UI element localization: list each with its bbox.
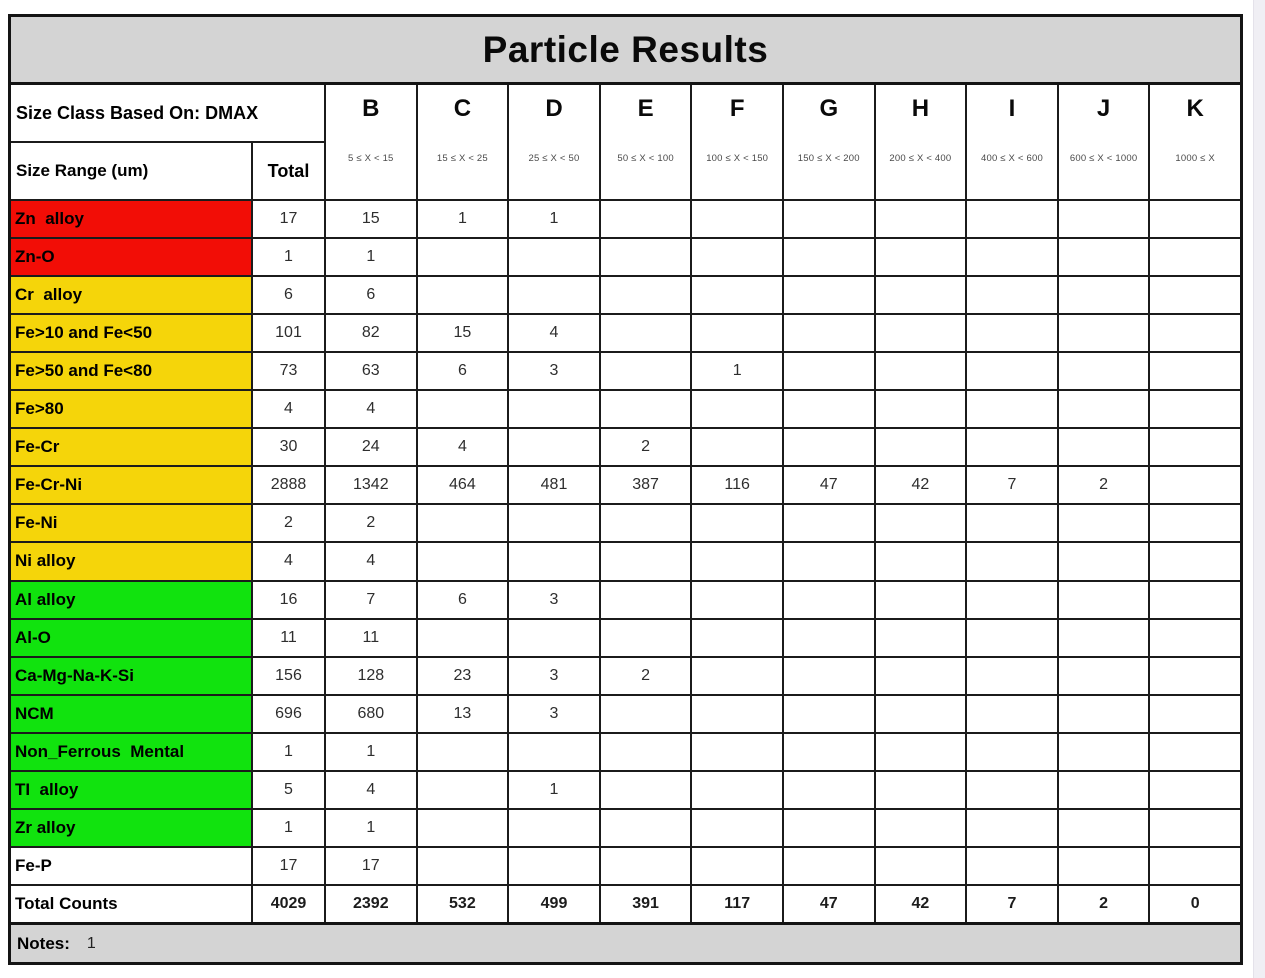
value-cell [876, 696, 966, 732]
total-value-cell: 4029 [253, 886, 324, 922]
value-cell: 2 [1059, 467, 1149, 503]
total-column-header: Total [253, 143, 324, 199]
value-cell: 1 [253, 810, 324, 846]
value-cell [1150, 772, 1240, 808]
value-cell [784, 658, 874, 694]
value-cell [1150, 810, 1240, 846]
particle-results-report [8, 14, 1243, 965]
value-cell [784, 543, 874, 579]
value-cell [509, 391, 599, 427]
value-cell: 82 [326, 315, 416, 351]
value-cell: 3 [509, 582, 599, 618]
value-cell [1150, 467, 1240, 503]
value-cell [418, 810, 508, 846]
row-label: Fe-Cr-Ni [11, 467, 251, 503]
value-cell [967, 277, 1057, 313]
value-cell [601, 391, 691, 427]
row-label: TI alloy [11, 772, 251, 808]
value-cell: 16 [253, 582, 324, 618]
value-cell [692, 620, 782, 656]
row-label: Ni alloy [11, 543, 251, 579]
value-cell: 13 [418, 696, 508, 732]
value-cell [967, 543, 1057, 579]
value-cell [876, 772, 966, 808]
column-header-B [326, 85, 416, 199]
value-cell [1059, 658, 1149, 694]
value-cell: 6 [253, 277, 324, 313]
value-cell [601, 201, 691, 237]
total-value-cell: 42 [876, 886, 966, 922]
value-cell [876, 429, 966, 465]
value-cell [692, 277, 782, 313]
value-cell: 464 [418, 467, 508, 503]
value-cell [1059, 315, 1149, 351]
value-cell [784, 315, 874, 351]
value-cell: 2 [326, 505, 416, 541]
value-cell [876, 353, 966, 389]
value-cell: 4 [253, 543, 324, 579]
value-cell [418, 277, 508, 313]
value-cell [1150, 734, 1240, 770]
value-cell [967, 582, 1057, 618]
value-cell [692, 201, 782, 237]
value-cell: 1 [692, 353, 782, 389]
column-size-range: 200 ≤ X < 400 [889, 153, 952, 164]
value-cell: 481 [509, 467, 599, 503]
value-cell [509, 543, 599, 579]
value-cell [1150, 391, 1240, 427]
row-label: Zn-O [11, 239, 251, 275]
notes-label: Notes: [17, 933, 70, 953]
value-cell [1059, 391, 1149, 427]
value-cell: 1 [253, 734, 324, 770]
value-cell: 17 [326, 848, 416, 884]
column-size-range: 150 ≤ X < 200 [797, 153, 860, 164]
column-size-range: 600 ≤ X < 1000 [1069, 153, 1138, 164]
value-cell [1150, 848, 1240, 884]
value-cell: 1 [326, 810, 416, 846]
value-cell [1150, 696, 1240, 732]
value-cell [692, 810, 782, 846]
value-cell [876, 391, 966, 427]
total-value-cell: 2 [1059, 886, 1149, 922]
value-cell [601, 505, 691, 541]
value-cell: 156 [253, 658, 324, 694]
row-label: NCM [11, 696, 251, 732]
size-class-header: Size Class Based On: DMAX [11, 85, 324, 141]
value-cell [1059, 429, 1149, 465]
column-letter: I [1008, 95, 1016, 122]
row-label: Zr alloy [11, 810, 251, 846]
value-cell [876, 201, 966, 237]
value-cell [509, 505, 599, 541]
value-cell [418, 734, 508, 770]
value-cell [1059, 505, 1149, 541]
value-cell [509, 620, 599, 656]
value-cell: 15 [418, 315, 508, 351]
column-header-E [601, 85, 691, 199]
row-label: Non_Ferrous Mental [11, 734, 251, 770]
value-cell [784, 239, 874, 275]
value-cell: 11 [253, 620, 324, 656]
value-cell: 2 [253, 505, 324, 541]
column-size-range: 15 ≤ X < 25 [436, 153, 488, 164]
row-label: Fe>80 [11, 391, 251, 427]
value-cell: 4 [253, 391, 324, 427]
value-cell [1059, 848, 1149, 884]
column-letter: K [1186, 95, 1204, 122]
column-letter: G [819, 95, 839, 122]
column-letter: D [545, 95, 563, 122]
value-cell: 5 [253, 772, 324, 808]
notes-bar [11, 922, 1240, 962]
value-cell [692, 582, 782, 618]
value-cell [601, 315, 691, 351]
row-label: Fe-P [11, 848, 251, 884]
value-cell: 128 [326, 658, 416, 694]
row-label: Fe-Ni [11, 505, 251, 541]
value-cell [1059, 201, 1149, 237]
value-cell [967, 315, 1057, 351]
value-cell: 3 [509, 353, 599, 389]
row-label: Al alloy [11, 582, 251, 618]
value-cell: 1 [326, 734, 416, 770]
value-cell [876, 734, 966, 770]
size-range-header: Size Range (um) [11, 143, 251, 199]
column-header-K [1150, 85, 1240, 199]
column-size-range: 100 ≤ X < 150 [706, 153, 769, 164]
value-cell [1150, 239, 1240, 275]
value-cell [1150, 620, 1240, 656]
value-cell [967, 239, 1057, 275]
value-cell [1150, 315, 1240, 351]
value-cell: 1 [509, 772, 599, 808]
value-cell [967, 810, 1057, 846]
value-cell [418, 391, 508, 427]
value-cell: 2 [601, 429, 691, 465]
value-cell [509, 239, 599, 275]
value-cell: 4 [509, 315, 599, 351]
total-value-cell: 7 [967, 886, 1057, 922]
value-cell [1059, 582, 1149, 618]
value-cell [601, 239, 691, 275]
column-header-G [784, 85, 874, 199]
value-cell [876, 543, 966, 579]
value-cell [967, 772, 1057, 808]
total-value-cell: 117 [692, 886, 782, 922]
value-cell [876, 848, 966, 884]
value-cell [509, 810, 599, 846]
value-cell [601, 582, 691, 618]
value-cell [1150, 429, 1240, 465]
value-cell: 101 [253, 315, 324, 351]
value-cell [692, 696, 782, 732]
value-cell [784, 353, 874, 389]
value-cell [692, 315, 782, 351]
value-cell [967, 734, 1057, 770]
total-value-cell: 391 [601, 886, 691, 922]
column-size-range: 25 ≤ X < 50 [528, 153, 580, 164]
value-cell [601, 772, 691, 808]
total-value-cell: 2392 [326, 886, 416, 922]
column-header-H [876, 85, 966, 199]
value-cell [1150, 505, 1240, 541]
value-cell [784, 772, 874, 808]
value-cell [509, 429, 599, 465]
value-cell: 15 [326, 201, 416, 237]
value-cell [1150, 277, 1240, 313]
value-cell [601, 620, 691, 656]
value-cell [1059, 620, 1149, 656]
row-label: Cr alloy [11, 277, 251, 313]
value-cell [601, 696, 691, 732]
value-cell [692, 543, 782, 579]
value-cell: 30 [253, 429, 324, 465]
value-cell: 1342 [326, 467, 416, 503]
value-cell [784, 391, 874, 427]
value-cell [784, 734, 874, 770]
total-value-cell: 0 [1150, 886, 1240, 922]
value-cell: 17 [253, 848, 324, 884]
value-cell [784, 505, 874, 541]
value-cell [601, 734, 691, 770]
value-cell: 3 [509, 658, 599, 694]
total-value-cell: 47 [784, 886, 874, 922]
value-cell [967, 201, 1057, 237]
value-cell: 4 [326, 391, 416, 427]
column-letter: H [911, 95, 930, 122]
value-cell: 1 [418, 201, 508, 237]
value-cell: 2 [601, 658, 691, 694]
value-cell [967, 353, 1057, 389]
value-cell [1059, 353, 1149, 389]
value-cell [1150, 582, 1240, 618]
value-cell [1059, 277, 1149, 313]
value-cell [784, 582, 874, 618]
column-letter: F [729, 95, 745, 122]
value-cell: 1 [253, 239, 324, 275]
total-value-cell: 499 [509, 886, 599, 922]
row-label: Fe>50 and Fe<80 [11, 353, 251, 389]
value-cell [509, 277, 599, 313]
value-cell [1150, 658, 1240, 694]
value-cell [1059, 734, 1149, 770]
column-size-range: 1000 ≤ X [1175, 153, 1215, 164]
total-counts-label: Total Counts [11, 886, 251, 922]
value-cell: 47 [784, 467, 874, 503]
notes-value: 1 [86, 934, 96, 952]
value-cell [1059, 543, 1149, 579]
value-cell [1150, 543, 1240, 579]
value-cell [967, 620, 1057, 656]
results-grid [11, 85, 1240, 922]
value-cell: 63 [326, 353, 416, 389]
row-label: Ca-Mg-Na-K-Si [11, 658, 251, 694]
value-cell: 6 [418, 353, 508, 389]
value-cell [784, 277, 874, 313]
value-cell [692, 429, 782, 465]
value-cell [967, 391, 1057, 427]
value-cell [601, 353, 691, 389]
scrollbar-track[interactable] [1253, 0, 1265, 978]
value-cell [418, 543, 508, 579]
column-header-J [1059, 85, 1149, 199]
value-cell [601, 848, 691, 884]
value-cell: 7 [326, 582, 416, 618]
value-cell: 7 [967, 467, 1057, 503]
value-cell [1059, 696, 1149, 732]
value-cell [692, 658, 782, 694]
row-label: Fe-Cr [11, 429, 251, 465]
value-cell [784, 810, 874, 846]
value-cell [1059, 810, 1149, 846]
value-cell: 116 [692, 467, 782, 503]
column-letter: E [637, 95, 654, 122]
value-cell [967, 658, 1057, 694]
report-title: Particle Results [482, 28, 769, 70]
value-cell: 6 [326, 277, 416, 313]
value-cell [418, 848, 508, 884]
value-cell [1150, 201, 1240, 237]
value-cell: 17 [253, 201, 324, 237]
row-label: Fe>10 and Fe<50 [11, 315, 251, 351]
column-header-I [967, 85, 1057, 199]
value-cell: 3 [509, 696, 599, 732]
column-size-range: 50 ≤ X < 100 [617, 153, 674, 164]
value-cell: 6 [418, 582, 508, 618]
value-cell: 680 [326, 696, 416, 732]
value-cell [876, 620, 966, 656]
column-header-D [509, 85, 599, 199]
value-cell [967, 505, 1057, 541]
value-cell [1059, 772, 1149, 808]
column-letter: C [453, 95, 472, 122]
value-cell: 696 [253, 696, 324, 732]
value-cell: 1 [326, 239, 416, 275]
column-size-range: 400 ≤ X < 600 [981, 153, 1043, 164]
value-cell [784, 620, 874, 656]
value-cell [876, 315, 966, 351]
value-cell [784, 848, 874, 884]
value-cell [967, 429, 1057, 465]
value-cell: 23 [418, 658, 508, 694]
column-size-range: 5 ≤ X < 15 [348, 153, 394, 164]
value-cell [418, 772, 508, 808]
value-cell [601, 277, 691, 313]
value-cell: 1 [509, 201, 599, 237]
value-cell: 24 [326, 429, 416, 465]
value-cell [876, 658, 966, 694]
value-cell: 2888 [253, 467, 324, 503]
column-header-F [692, 85, 782, 199]
value-cell: 11 [326, 620, 416, 656]
value-cell [509, 848, 599, 884]
value-cell: 4 [326, 772, 416, 808]
value-cell [876, 277, 966, 313]
value-cell [876, 239, 966, 275]
value-cell [418, 239, 508, 275]
value-cell: 387 [601, 467, 691, 503]
value-cell [601, 543, 691, 579]
value-cell [784, 201, 874, 237]
value-cell [509, 734, 599, 770]
column-header-C [418, 85, 508, 199]
value-cell [1059, 239, 1149, 275]
value-cell [692, 848, 782, 884]
value-cell [692, 391, 782, 427]
column-letter: J [1096, 95, 1111, 122]
value-cell: 73 [253, 353, 324, 389]
value-cell: 4 [418, 429, 508, 465]
value-cell: 42 [876, 467, 966, 503]
value-cell: 4 [326, 543, 416, 579]
value-cell [876, 810, 966, 846]
value-cell [692, 734, 782, 770]
value-cell [1150, 353, 1240, 389]
value-cell [418, 620, 508, 656]
column-letter: B [362, 95, 380, 122]
value-cell [692, 505, 782, 541]
value-cell [967, 848, 1057, 884]
value-cell [784, 696, 874, 732]
report-title-bar [11, 17, 1240, 85]
value-cell [784, 429, 874, 465]
value-cell [876, 505, 966, 541]
value-cell [692, 239, 782, 275]
total-value-cell: 532 [418, 886, 508, 922]
row-label: Zn alloy [11, 201, 251, 237]
value-cell [876, 582, 966, 618]
row-label: Al-O [11, 620, 251, 656]
value-cell [601, 810, 691, 846]
value-cell [967, 696, 1057, 732]
value-cell [692, 772, 782, 808]
value-cell [418, 505, 508, 541]
